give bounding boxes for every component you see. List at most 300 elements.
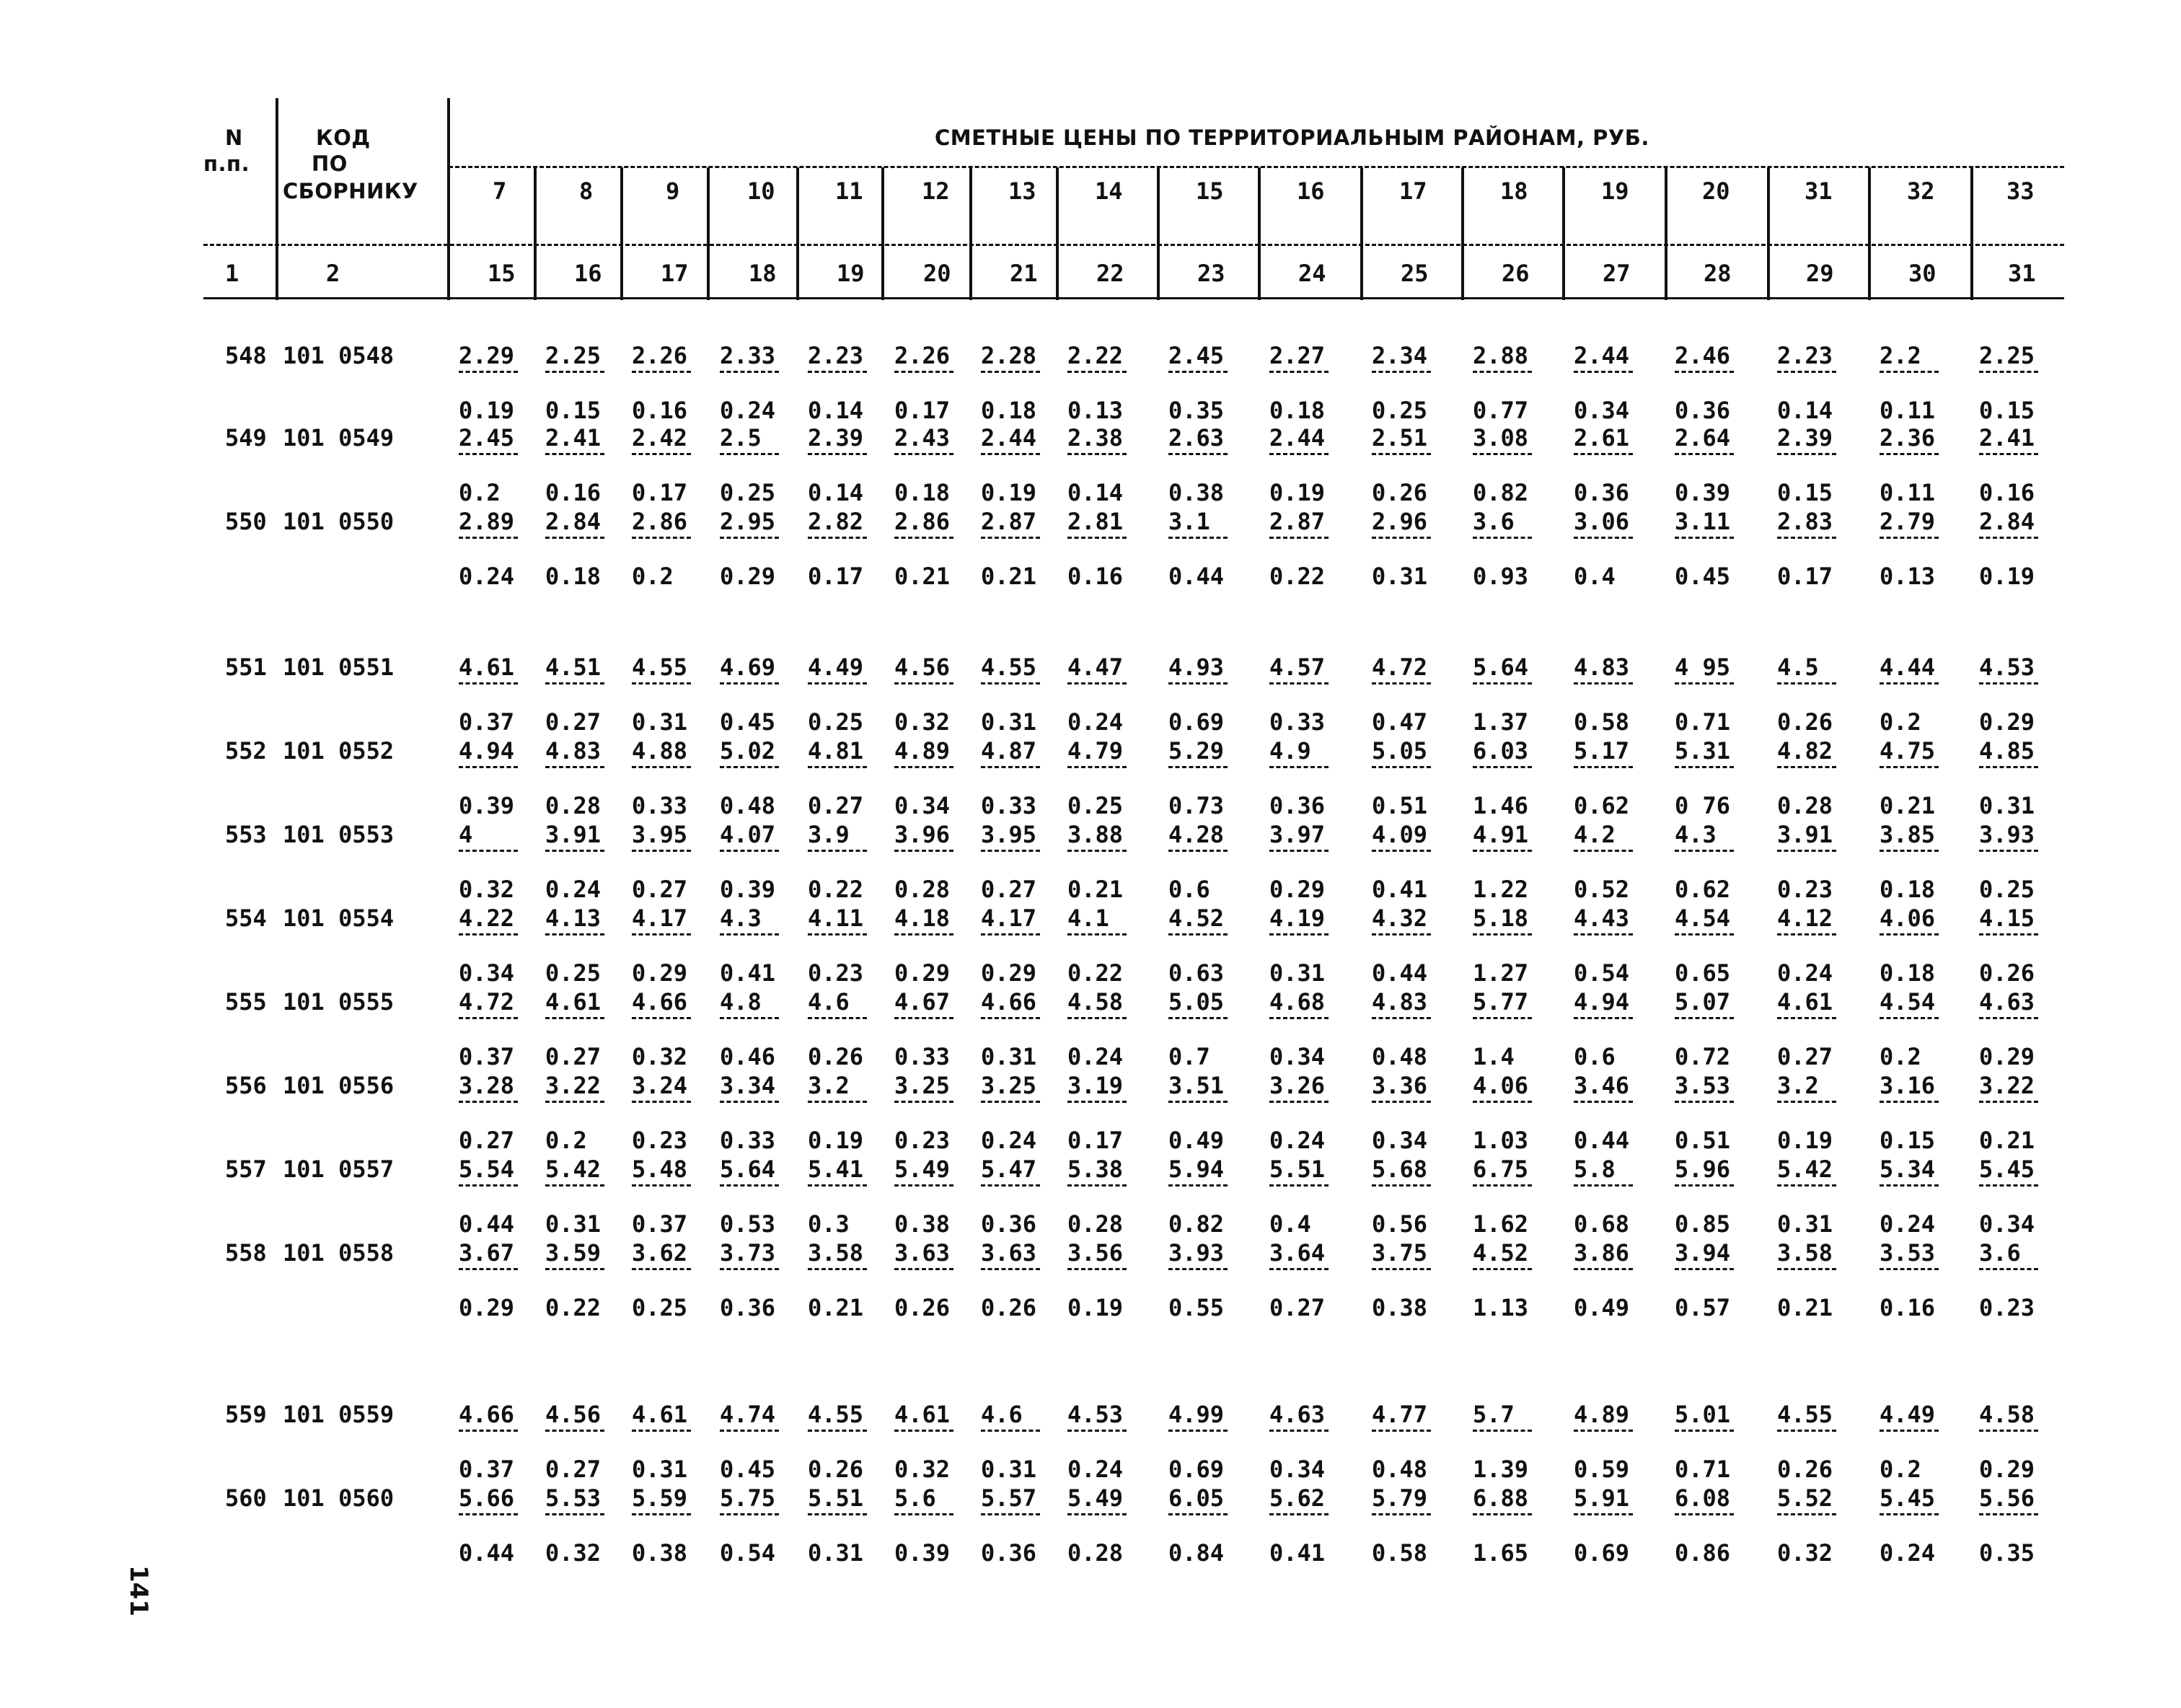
price-part: 0.16 [545,479,602,506]
fraction-dash [1979,453,2038,455]
price-total: 5.49 [894,1155,951,1183]
price-part: 0.37 [459,708,515,736]
price-total: 4.11 [808,904,864,932]
price-part: 0.4 [1574,563,1616,590]
price-part: 0.41 [720,959,776,987]
fraction-dash [632,1184,691,1187]
fraction-dash [459,682,518,684]
price-part: 0.14 [1067,479,1124,506]
fraction-dash [1269,933,1329,936]
price-total: 3.6 [1473,508,1515,535]
price-part: 0.36 [1675,397,1731,424]
price-part: 0.28 [1067,1210,1124,1238]
price-part: 0.27 [981,876,1037,903]
price-part: 0.39 [459,792,515,819]
price-part: 0.41 [1372,876,1428,903]
price-total: 2.44 [1269,424,1326,452]
fraction-dash [459,1513,518,1515]
price-total: 4.52 [1473,1239,1529,1267]
fraction-dash [981,1513,1040,1515]
fraction-dash [632,682,691,684]
price-total: 5.54 [459,1155,515,1183]
price-part: 0.6 [1168,876,1210,903]
price-part: 0.15 [1979,397,2035,424]
fraction-dash [1880,537,1939,539]
header-rule [203,244,2064,246]
fraction-dash [1979,371,2038,373]
fraction-dash [1777,453,1836,455]
price-part: 0.68 [1574,1210,1630,1238]
fraction-dash [632,537,691,539]
price-total: 3.97 [1269,821,1326,848]
header-region-9: 9 [666,177,680,205]
price-total: 5.64 [1473,653,1529,681]
fraction-dash [1473,1101,1532,1103]
price-total: 3.22 [545,1072,602,1099]
price-part: 0.24 [1067,1456,1124,1483]
price-total: 5.6 [894,1484,936,1512]
price-part: 0.63 [1168,959,1225,987]
fraction-dash [1574,371,1633,373]
fraction-dash [1067,453,1127,455]
header-divider [969,167,972,300]
price-total: 5.77 [1473,988,1529,1016]
row-code: 101 0550 [283,508,395,535]
header-region-8: 8 [579,177,594,205]
price-total: 2.63 [1168,424,1225,452]
price-part: 0.25 [1067,792,1124,819]
price-total: 2.79 [1880,508,1936,535]
price-part: 0.82 [1168,1210,1225,1238]
price-part: 0.18 [1269,397,1326,424]
fraction-dash [1473,1184,1532,1187]
price-total: 4.53 [1067,1401,1124,1428]
fraction-dash [894,1430,953,1432]
price-part: 1.46 [1473,792,1529,819]
price-part: 0.22 [1269,563,1326,590]
header-region-14: 14 [1095,177,1123,205]
fraction-dash [545,1513,604,1515]
price-part: 0.23 [1777,876,1833,903]
price-total: 4.61 [632,1401,688,1428]
price-total: 4.18 [894,904,951,932]
header-divider [796,167,799,300]
price-part: 0.29 [1979,1456,2035,1483]
price-part: 0.29 [720,563,776,590]
price-total: 3.94 [1675,1239,1731,1267]
fraction-dash [1168,1268,1228,1270]
fraction-dash [1168,933,1228,936]
price-part: 0.14 [808,397,864,424]
price-part: 0.18 [894,479,951,506]
price-part: 0.26 [808,1456,864,1483]
price-total: 3.46 [1574,1072,1630,1099]
price-total: 4.9 [1269,737,1311,765]
price-total: 4.57 [1269,653,1326,681]
row-number: 555 [225,988,267,1016]
price-total: 4 95 [1675,653,1731,681]
colnum-7: 22 [1096,260,1124,287]
price-total: 5.57 [981,1484,1037,1512]
header-region-18: 18 [1500,177,1528,205]
fraction-dash [1168,1017,1228,1019]
fraction-dash [1979,766,2038,768]
price-total: 4.13 [545,904,602,932]
fraction-dash [632,453,691,455]
fraction-dash [545,371,604,373]
price-total: 4.61 [459,653,515,681]
fraction-dash [1979,1017,2038,1019]
fraction-dash [1067,850,1127,852]
header-divider [620,167,623,300]
header-divider [1767,167,1770,300]
price-part: 0.25 [632,1294,688,1321]
header-divider [1970,167,1973,300]
price-total: 3.73 [720,1239,776,1267]
price-total: 2.23 [808,342,864,369]
colnum-8: 23 [1197,260,1225,287]
price-part: 0.48 [1372,1043,1428,1070]
price-total: 4.81 [808,737,864,765]
page-number: 141 [124,1565,153,1616]
fraction-dash [1067,1017,1127,1019]
fraction-dash [720,371,779,373]
price-total: 5.18 [1473,904,1529,932]
fraction-dash [720,850,779,852]
price-total: 2.38 [1067,424,1124,452]
price-total: 3.86 [1574,1239,1630,1267]
fraction-dash [1473,682,1532,684]
price-total: 5.34 [1880,1155,1936,1183]
price-part: 1.03 [1473,1127,1529,1154]
fraction-dash [808,1430,867,1432]
price-total: 5.49 [1067,1484,1124,1512]
price-total: 2.42 [632,424,688,452]
price-part: 0.24 [1880,1539,1936,1567]
price-total: 3.63 [894,1239,951,1267]
price-part: 0.84 [1168,1539,1225,1567]
row-code: 101 0556 [283,1072,395,1099]
price-part: 0.19 [1979,563,2035,590]
price-part: 0.69 [1574,1539,1630,1567]
price-total: 6.03 [1473,737,1529,765]
price-total: 4.54 [1675,904,1731,932]
row-number: 554 [225,904,267,932]
row-number: 552 [225,737,267,765]
price-total: 4 [459,821,473,848]
fraction-dash [808,1101,867,1103]
price-part: 0.22 [545,1294,602,1321]
fraction-dash [1067,682,1127,684]
price-part: 0.27 [545,1456,602,1483]
price-part: 0.25 [720,479,776,506]
fraction-dash [1372,850,1431,852]
price-total: 2.27 [1269,342,1326,369]
fraction-dash [720,1017,779,1019]
price-total: 3.26 [1269,1072,1326,1099]
price-part: 1.65 [1473,1539,1529,1567]
row-number: 558 [225,1239,267,1267]
fraction-dash [808,933,867,936]
price-part: 0.31 [981,1043,1037,1070]
price-part: 0.27 [632,876,688,903]
fraction-dash [1372,1430,1431,1432]
price-total: 4.83 [1574,653,1630,681]
fraction-dash [1777,371,1836,373]
price-total: 2.25 [1979,342,2035,369]
fraction-dash [1372,766,1431,768]
colnum-9: 24 [1298,260,1326,287]
header-region-16: 16 [1297,177,1325,205]
fraction-dash [1675,766,1734,768]
price-total: 4.09 [1372,821,1428,848]
price-part: 0.13 [1067,397,1124,424]
price-part: 0.2 [545,1127,587,1154]
header-region-19: 19 [1601,177,1629,205]
fraction-dash [1979,682,2038,684]
price-part: 0.37 [459,1456,515,1483]
price-total: 5.62 [1269,1484,1326,1512]
colnum-1: 16 [574,260,602,287]
price-total: 5.42 [545,1155,602,1183]
fraction-dash [808,1017,867,1019]
price-total: 4.5 [1777,653,1819,681]
price-total: 4.79 [1067,737,1124,765]
row-code: 101 0555 [283,988,395,1016]
price-part: 0.2 [632,563,674,590]
price-part: 0.18 [1880,876,1936,903]
price-part: 0.37 [632,1210,688,1238]
price-total: 6.08 [1675,1484,1731,1512]
price-total: 3.25 [894,1072,951,1099]
price-total: 5.51 [1269,1155,1326,1183]
price-total: 4.66 [459,1401,515,1428]
price-part: 0.19 [1067,1294,1124,1321]
price-total: 2.64 [1675,424,1731,452]
price-part: 0.22 [808,876,864,903]
fraction-dash [1269,850,1329,852]
row-code: 101 0559 [283,1401,395,1428]
fraction-dash [1777,1268,1836,1270]
fraction-dash [1777,1184,1836,1187]
colnum-left-2: 2 [326,260,340,287]
price-total: 3.6 [1979,1239,2021,1267]
price-total: 2.2 [1880,342,1921,369]
price-part: 0.24 [720,397,776,424]
fraction-dash [1372,1184,1431,1187]
price-part: 0.2 [1880,708,1921,736]
price-part: 0.39 [894,1539,951,1567]
fraction-dash [1574,933,1633,936]
fraction-dash [1675,537,1734,539]
fraction-dash [459,1017,518,1019]
price-total: 5.07 [1675,988,1731,1016]
price-part: 0.35 [1979,1539,2035,1567]
price-part: 0.21 [1067,876,1124,903]
fraction-dash [981,1184,1040,1187]
price-total: 3.59 [545,1239,602,1267]
price-total: 4.6 [808,988,850,1016]
price-total: 2.45 [459,424,515,452]
price-part: 0.37 [459,1043,515,1070]
fraction-dash [1675,453,1734,455]
header-region-20: 20 [1702,177,1730,205]
row-code: 101 0553 [283,821,395,848]
fraction-dash [1979,1430,2038,1432]
price-total: 2.88 [1473,342,1529,369]
price-total: 4.83 [545,737,602,765]
price-total: 2.43 [894,424,951,452]
fraction-dash [894,1513,953,1515]
price-part: 0.29 [1979,708,2035,736]
fraction-dash [981,1430,1040,1432]
fraction-dash [894,537,953,539]
price-part: 0.54 [1574,959,1630,987]
price-total: 4.83 [1372,988,1428,1016]
header-divider [1056,167,1059,300]
price-total: 5.45 [1880,1484,1936,1512]
header-col-sbornik: СБОРНИКУ [283,179,418,203]
fraction-dash [1675,933,1734,936]
header-divider [1461,167,1464,300]
price-part: 0.29 [981,959,1037,987]
price-total: 5.53 [545,1484,602,1512]
price-total: 4.44 [1880,653,1936,681]
fraction-dash [894,933,953,936]
price-total: 3.88 [1067,821,1124,848]
price-part: 0.32 [459,876,515,903]
price-total: 4.82 [1777,737,1833,765]
price-part: 0.2 [459,479,501,506]
fraction-dash [894,1017,953,1019]
price-total: 6.75 [1473,1155,1529,1183]
price-total: 2.46 [1675,342,1731,369]
price-total: 5.8 [1574,1155,1616,1183]
price-total: 3.08 [1473,424,1529,452]
price-total: 5.94 [1168,1155,1225,1183]
fraction-dash [1269,453,1329,455]
fraction-dash [1372,682,1431,684]
header-divider [534,167,537,300]
fraction-dash [1880,850,1939,852]
price-total: 5.42 [1777,1155,1833,1183]
price-part: 0.7 [1168,1043,1210,1070]
header-region-33: 33 [2006,177,2035,205]
price-part: 0.17 [1067,1127,1124,1154]
price-total: 3.95 [632,821,688,848]
price-part: 0.45 [720,708,776,736]
fraction-dash [808,766,867,768]
price-part: 0.85 [1675,1210,1731,1238]
fraction-dash [720,1513,779,1515]
price-part: 0.26 [1979,959,2035,987]
price-part: 0.19 [1777,1127,1833,1154]
fraction-dash [1574,537,1633,539]
price-total: 4.19 [1269,904,1326,932]
colnum-5: 20 [923,260,951,287]
price-part: 0.15 [1880,1127,1936,1154]
fraction-dash [1574,453,1633,455]
price-total: 5.02 [720,737,776,765]
price-total: 4.3 [1675,821,1717,848]
fraction-dash [1168,1513,1228,1515]
fraction-dash [1979,850,2038,852]
price-total: 4.55 [632,653,688,681]
price-part: 0.44 [1168,563,1225,590]
price-total: 4.06 [1473,1072,1529,1099]
price-part: 0.14 [808,479,864,506]
fraction-dash [459,371,518,373]
colnum-4: 19 [837,260,865,287]
fraction-dash [1675,1268,1734,1270]
fraction-dash [1574,850,1633,852]
price-part: 0.2 [1880,1456,1921,1483]
price-total: 3.06 [1574,508,1630,535]
fraction-dash [1777,1513,1836,1515]
price-total: 4.17 [981,904,1037,932]
price-part: 0.29 [1979,1043,2035,1070]
price-total: 2.86 [894,508,951,535]
price-total: 4.93 [1168,653,1225,681]
fraction-dash [894,1184,953,1187]
fraction-dash [808,537,867,539]
fraction-dash [1777,766,1836,768]
row-code: 101 0551 [283,653,395,681]
colnum-10: 25 [1401,260,1429,287]
price-part: 0.36 [720,1294,776,1321]
price-total: 2.23 [1777,342,1833,369]
price-total: 3.58 [808,1239,864,1267]
fraction-dash [1880,1430,1939,1432]
price-total: 4.28 [1168,821,1225,848]
price-total: 4.55 [981,653,1037,681]
fraction-dash [1574,1184,1633,1187]
price-part: 0.26 [894,1294,951,1321]
fraction-dash [981,1101,1040,1103]
price-total: 2.89 [459,508,515,535]
fraction-dash [545,766,604,768]
fraction-dash [1168,453,1228,455]
fraction-dash [808,371,867,373]
fraction-dash [1372,933,1431,936]
fraction-dash [1777,850,1836,852]
price-part: 0.46 [720,1043,776,1070]
price-total: 3.64 [1269,1239,1326,1267]
row-code: 101 0552 [283,737,395,765]
fraction-dash [1168,766,1228,768]
price-part: 0.38 [1168,479,1225,506]
header-region-32: 32 [1907,177,1935,205]
price-total: 3.22 [1979,1072,2035,1099]
fraction-dash [1473,1017,1532,1019]
fraction-dash [981,1268,1040,1270]
price-total: 5.75 [720,1484,776,1512]
price-part: 0.45 [1675,563,1731,590]
fraction-dash [632,1513,691,1515]
price-total: 5.17 [1574,737,1630,765]
price-total: 5.56 [1979,1484,2035,1512]
fraction-dash [632,1017,691,1019]
price-total: 3.36 [1372,1072,1428,1099]
price-total: 2.5 [720,424,762,452]
price-part: 0.15 [545,397,602,424]
fraction-dash [1979,1513,2038,1515]
fraction-dash [1269,1184,1329,1187]
fraction-dash [808,682,867,684]
fraction-dash [632,371,691,373]
price-part: 0.21 [808,1294,864,1321]
price-part: 0.86 [1675,1539,1731,1567]
